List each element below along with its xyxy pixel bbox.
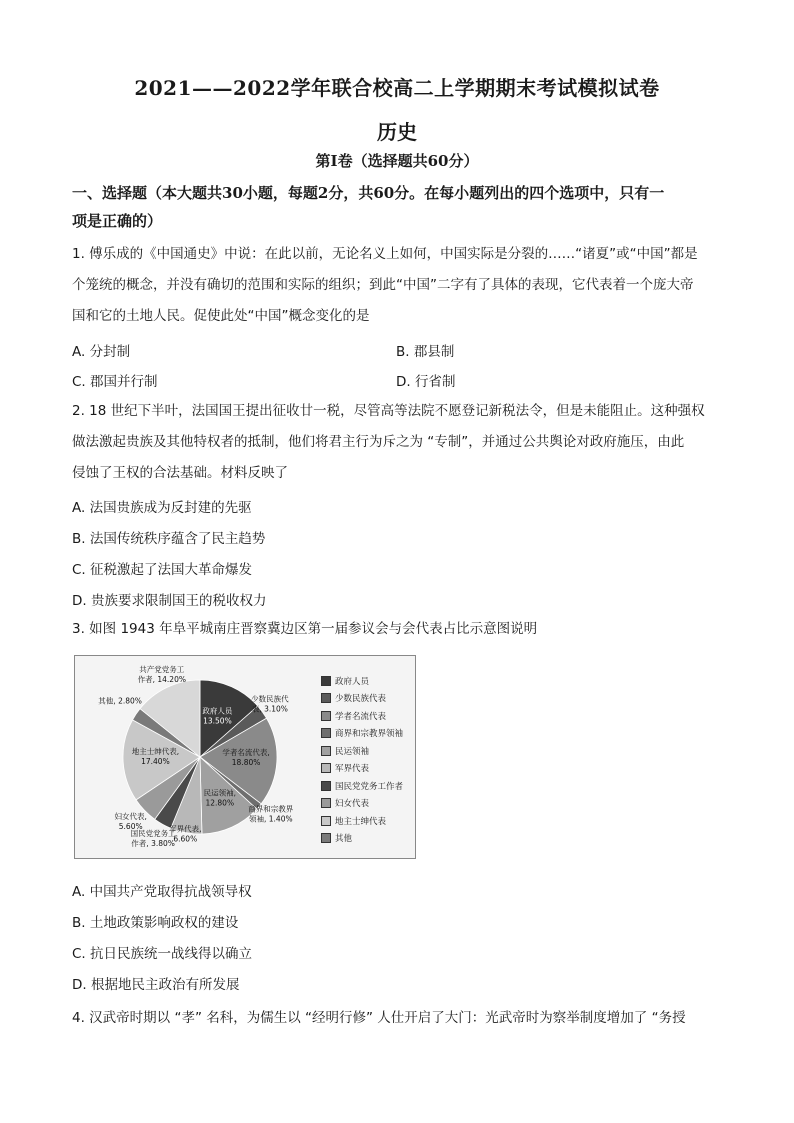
slice-label: 共产党党务工作者, 14.20% [137, 665, 186, 685]
slice-label: 政府人员 13.50% [202, 706, 233, 726]
q3-option-a: A. 中国共产党取得抗战领导权 [72, 884, 252, 900]
legend-item [321, 795, 415, 813]
pie-chart-figure [74, 655, 416, 859]
section-heading-line1: 一、选择题（本大题共30小题，每题2分，共60分。在每小题列出的四个选项中，只有一 [72, 184, 665, 202]
q1-line1: 1. 傅乐成的《中国通史》中说：在此以前，无论名义上如何，中国实际是分裂的……“诸夏”或“中国”都是 [72, 246, 698, 262]
legend-item [321, 812, 415, 830]
legend-item [321, 672, 415, 690]
slice-label: 军界代表, 6.60% [169, 824, 202, 844]
slice-label: 商界和宗教界领袖, 1.40% [248, 804, 294, 824]
q1-line2: 个笼统的概念，并没有确切的范围和实际的组织；到此“中国”二字有了具体的表现，它代表着一个庞大帝 [72, 277, 694, 293]
legend-swatch [321, 693, 331, 703]
slice-label: 其他, 2.80% [98, 696, 142, 706]
legend-item [321, 690, 415, 708]
q3-line1: 3. 如图 1943 年阜平城南庄晋察冀边区第一届参议会与会代表占比示意图说明 [72, 621, 538, 637]
q2-option-d: D. 贵族要求限制国王的税收权力 [72, 593, 267, 609]
q2-option-a: A. 法国贵族成为反封建的先驱 [72, 500, 252, 516]
chart-legend [321, 672, 415, 847]
legend-item [321, 777, 415, 795]
legend-swatch [321, 816, 331, 826]
section-heading-line2: 项是正确的） [72, 212, 163, 230]
legend-item [321, 830, 415, 848]
q2-line3: 侵蚀了王权的合法基础。材料反映了 [72, 465, 288, 481]
legend-label: 民运领袖 [335, 746, 370, 757]
q1-option-d: D. 行省制 [396, 374, 456, 390]
q2-line1: 2. 18 世纪下半叶，法国国王提出征收廿一税，尽管高等法院不愿登记新税法令，但是未能阻止。这种强权 [72, 403, 705, 419]
legend-label: 其他 [335, 834, 353, 845]
legend-item [321, 707, 415, 725]
legend-label: 军界代表 [335, 764, 370, 775]
legend-item [321, 725, 415, 743]
legend-swatch [321, 676, 331, 686]
q2-option-b: B. 法国传统秩序蕴含了民主趋势 [72, 531, 266, 547]
slice-label: 妇女代表, 5.60% [114, 811, 147, 831]
legend-label: 少数民族代表 [335, 694, 387, 705]
legend-swatch [321, 798, 331, 808]
q1-option-b: B. 郡县制 [396, 344, 455, 360]
legend-swatch [321, 746, 331, 756]
q2-line2: 做法激起贵族及其他特权者的抵制，他们将君主行为斥之为 “专制”，并通过公共舆论对政府施压，由此 [72, 434, 685, 450]
legend-label: 商界和宗教界领袖 [335, 729, 404, 740]
q2-option-c: C. 征税激起了法国大革命爆发 [72, 562, 253, 578]
legend-swatch [321, 711, 331, 721]
q1-option-a: A. 分封制 [72, 344, 131, 360]
legend-swatch [321, 728, 331, 738]
legend-label: 学者名流代表 [335, 711, 387, 722]
q1-line3: 国和它的土地人民。促使此处“中国”概念变化的是 [72, 308, 370, 324]
q3-option-c: C. 抗日民族统一战线得以确立 [72, 946, 253, 962]
slice-label: 少数民族代表, 3.10% [251, 694, 289, 714]
legend-item [321, 760, 415, 778]
slice-label: 地主士绅代表, 17.40% [131, 747, 180, 766]
legend-swatch [321, 763, 331, 773]
legend-swatch [321, 781, 331, 791]
slice-label: 学者名流代表, 18.80% [222, 747, 270, 767]
q1-option-c: C. 郡国并行制 [72, 374, 158, 390]
legend-label: 政府人员 [335, 676, 370, 687]
exam-title: 2021——2022学年联合校高二上学期期末考试模拟试卷 [134, 76, 660, 100]
slice-label: 国民党党务工作者, 3.80% [130, 829, 176, 849]
slice-label: 民运领袖, 12.80% [203, 788, 236, 808]
subject-title: 历史 [377, 120, 417, 144]
part-heading: 第I卷（选择题共60分） [315, 152, 479, 170]
q3-option-d: D. 根据地民主政治有所发展 [72, 977, 240, 993]
legend-label: 妇女代表 [335, 799, 370, 810]
q4-line1: 4. 汉武帝时期以 “孝” 名科，为儒生以 “经明行修” 人仕开启了大门：光武帝时为察举制度增加了 “务授 [72, 1010, 686, 1026]
legend-item [321, 742, 415, 760]
q3-option-b: B. 土地政策影响政权的建设 [72, 915, 239, 931]
legend-label: 国民党党务工作者 [335, 781, 404, 792]
legend-swatch [321, 833, 331, 843]
legend-label: 地主士绅代表 [335, 816, 387, 827]
